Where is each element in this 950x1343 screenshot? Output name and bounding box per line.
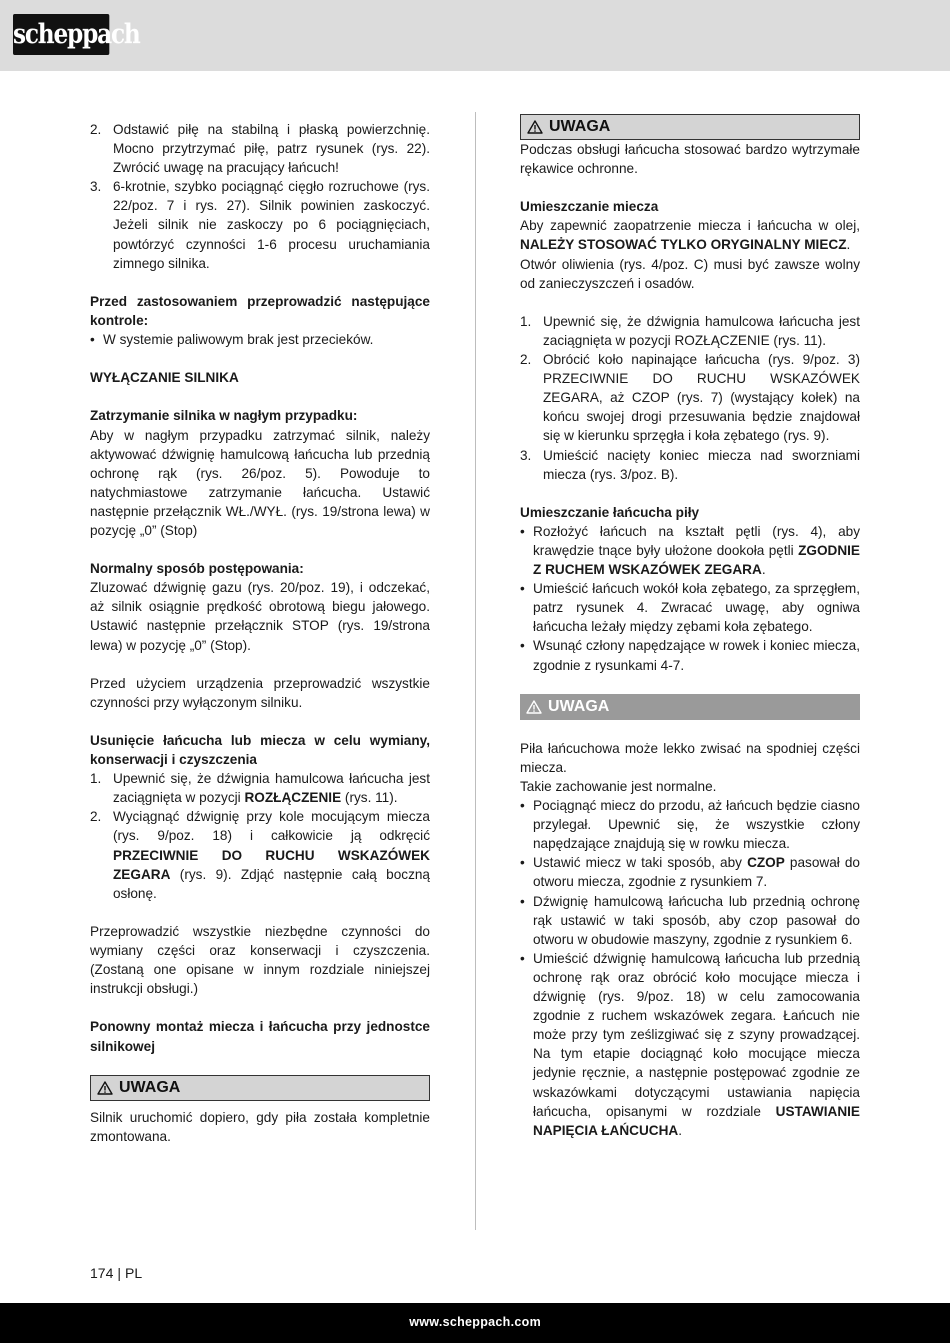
right-column <box>520 114 860 1140</box>
list-item: 1. Upewnić się, że dźwignia hamulcowa łańcucha jest zaciągnięta w pozycji ROZŁĄCZENIE (rys. 11). <box>520 313 860 348</box>
list-item: 2. Wyciągnąć dźwignię przy kole mocującym miecza (rys. 9/poz. 18) i całkowicie ją odkręcić PRZECIWNIE DO RUCHU WSKAZÓWEK ZEGARA (rys. 9). Zdjąć następnie całą boczną osłonę. <box>90 809 430 901</box>
emergency-text: Aby w nagłym przypadku zatrzymać silnik, należy aktywować dźwignię hamulcową łańcucha lub przednią ochronę rąk (rys. 26/poz. 5). Powoduje to natychmiastowe zatrzymanie łańcucha. Ustawić następnie przełącznik WŁ./WYŁ. (rys. 19/strona lewa) w pozycję „0” (Stop) <box>90 427 430 538</box>
chain-bullets <box>520 522 860 675</box>
emergency-heading: Zatrzymanie silnika w nagłym przypadku: <box>90 408 358 424</box>
chain-heading: Umieszczanie łańcucha piły <box>520 504 700 520</box>
warning-title: UWAGA <box>548 698 610 716</box>
list-item: 3. 6-krotnie, szybko pociągnąć cięgło rozruchowe (rys. 22/poz. 7 i rys. 27). Silnik powinien zaskoczyć. Jeżeli silnik nie zaskoczy po 6 pociągnięciach, powtórzyć czynności 1-6 procesu uruchamiania zimnego silnika. <box>90 179 430 271</box>
warning-triangle-icon <box>526 700 542 714</box>
list-item: • Wsunąć człony napędzające w rowek i koniec miecza, zgodnie z rysunkami 4-7. <box>520 636 860 674</box>
list-item: • Pociągnąć miecz do przodu, aż łańcuch będzie ciasno przylegał. Upewnić się, że wszystkie człony napędzające znajdują się w rowku miecza. <box>520 796 860 853</box>
list-item: • Ustawić miecz w taki sposób, aby CZOP pasował do otworu miecza, zgodnie z rysunkiem 7. <box>520 853 860 891</box>
website-link[interactable]: www.scheppach.com <box>409 1315 541 1329</box>
sag-text: Takie zachowanie jest normalne. <box>520 779 717 794</box>
warning-title: UWAGA <box>549 118 611 136</box>
list-item: 3. Umieścić nacięty koniec miecza nad sworzniami miecza (rys. 3/poz. B). <box>520 447 860 482</box>
checks-heading: Przed zastosowaniem przeprowadzić następujące kontrole: <box>90 293 430 328</box>
removal-steps <box>90 769 430 903</box>
maintenance-text: Przeprowadzić wszystkie niezbędne czynności do wymiany części oraz konserwacji i czyszczenia. (Zostaną one opisane w innym rozdziale niniejszej instrukcji obsługi.) <box>90 923 430 997</box>
removal-heading: Usunięcie łańcucha lub miecza w celu wymiany, konserwacji i czyszczenia <box>90 733 430 768</box>
normal-heading: Normalny sposób postępowania: <box>90 561 304 577</box>
scheppach-logo: scheppach <box>13 14 109 55</box>
startup-steps <box>90 120 430 273</box>
sag-text: Piła łańcuchowa może lekko zwisać na spodniej części miecza. <box>520 740 860 775</box>
normal-text: Zluzować dźwignię gazu (rys. 20/poz. 19), i odczekać, aż silnik osiągnie prędkość obrotową biegu jałowego. Ustawić następnie przełącznik STOP (rys. 19/strona lewa) w pozycję „0” (Stop). <box>90 580 430 653</box>
warning-text: Silnik uruchomić dopiero, gdy piła została kompletnie zmontowana. <box>90 1109 430 1144</box>
column-divider <box>475 112 476 1230</box>
list-item: • Umieścić łańcuch wokół koła zębatego, za sprzęgłem, patrz rysunek 4. Zwracać uwagę, aby ogniwa łańcucha leżały między zębami koła zębatego. <box>520 579 860 636</box>
bar-steps <box>520 312 860 484</box>
left-column <box>90 120 430 1146</box>
bar-heading: Umieszczanie miecza <box>520 199 659 215</box>
final-bullets <box>520 796 860 1140</box>
section-heading: WYŁĄCZANIE SILNIKA <box>90 370 239 386</box>
warning-box <box>520 114 860 140</box>
list-item: 2. Odstawić piłę na stabilną i płaską powierzchnię. Mocno przytrzymać piłę, patrz rysunek (rys. 22). Zwrócić uwagę na pracujący łańcuch! <box>90 122 430 176</box>
page-header <box>0 0 950 71</box>
warning-box <box>90 1075 430 1101</box>
list-item: • Dźwignię hamulcową łańcucha lub przednią ochronę rąk ustawić w taki sposób, aby czop pasował do otworu w obudowie maszyny, zgodnie z rysunkiem 6. <box>520 892 860 949</box>
before-use-text: Przed użyciem urządzenia przeprowadzić wszystkie czynności przy wyłączonym silniku. <box>90 675 430 710</box>
list-item: • Umieścić dźwignię hamulcową łańcucha lub przednią ochronę rąk oraz obrócić koło mocujące miecza i dźwignię (rys. 9/poz. 18) w celu zamocowania zgodnie z ruchem wskazówek zegara. Łańcuch nie może przy tym ześlizgiwać się z szyny prowadzącej. Na tym etapie dociągnąć koło mocujące miecza jedynie ręcznie, a następnie postępować zgodnie ze wskazówkami dotyczącymi ustawiania napięcia łańcucha, opisanymi w rozdziale USTAWIANIE NAPIĘCIA ŁAŃCUCHA. <box>520 949 860 1140</box>
oil-hole-text: Otwór oliwienia (rys. 4/poz. C) musi być zawsze wolny od zanieczyszczeń i osadów. <box>520 256 860 291</box>
list-item: 2. Obrócić koło napinające łańcucha (rys. 9/poz. 3) PRZECIWNIE DO RUCHU WSKAZÓWEK ZEGARA, aż CZOP (rys. 7) (wystający kołek) na końcu swojej drogi przesuwania będzie znajdował się w kierunku sprzęgła i koła zębatego (rys. 9). <box>520 352 860 444</box>
list-item: • Rozłożyć łańcuch na kształt pętli (rys. 4), aby krawędzie tnące były ułożone dookoła pętli ZGODNIE Z RUCHEM WSKAZÓWEK ZEGARA. <box>520 522 860 579</box>
warning-title: UWAGA <box>119 1079 181 1097</box>
warning-box <box>520 694 860 720</box>
warning-text: Podczas obsługi łańcucha stosować bardzo wytrzymałe rękawice ochronne. <box>520 142 860 177</box>
bar-text: Aby zapewnić zaopatrzenie miecza i łańcucha w olej, NALEŻY STOSOWAĆ TYLKO ORYGINALNY MIECZ. <box>520 218 860 253</box>
page-footer <box>0 1303 950 1343</box>
page-number: 174 | PL <box>90 1265 143 1281</box>
remount-heading: Ponowny montaż miecza i łańcucha przy jednostce silnikowej <box>90 1019 430 1054</box>
list-item: • W systemie paliwowym brak jest przecieków. <box>90 330 430 349</box>
warning-triangle-icon <box>97 1081 113 1095</box>
list-item: 1. Upewnić się, że dźwignia hamulcowa łańcucha jest zaciągnięta w pozycji ROZŁĄCZENIE (rys. 11). <box>90 771 430 806</box>
warning-triangle-icon <box>527 120 543 134</box>
